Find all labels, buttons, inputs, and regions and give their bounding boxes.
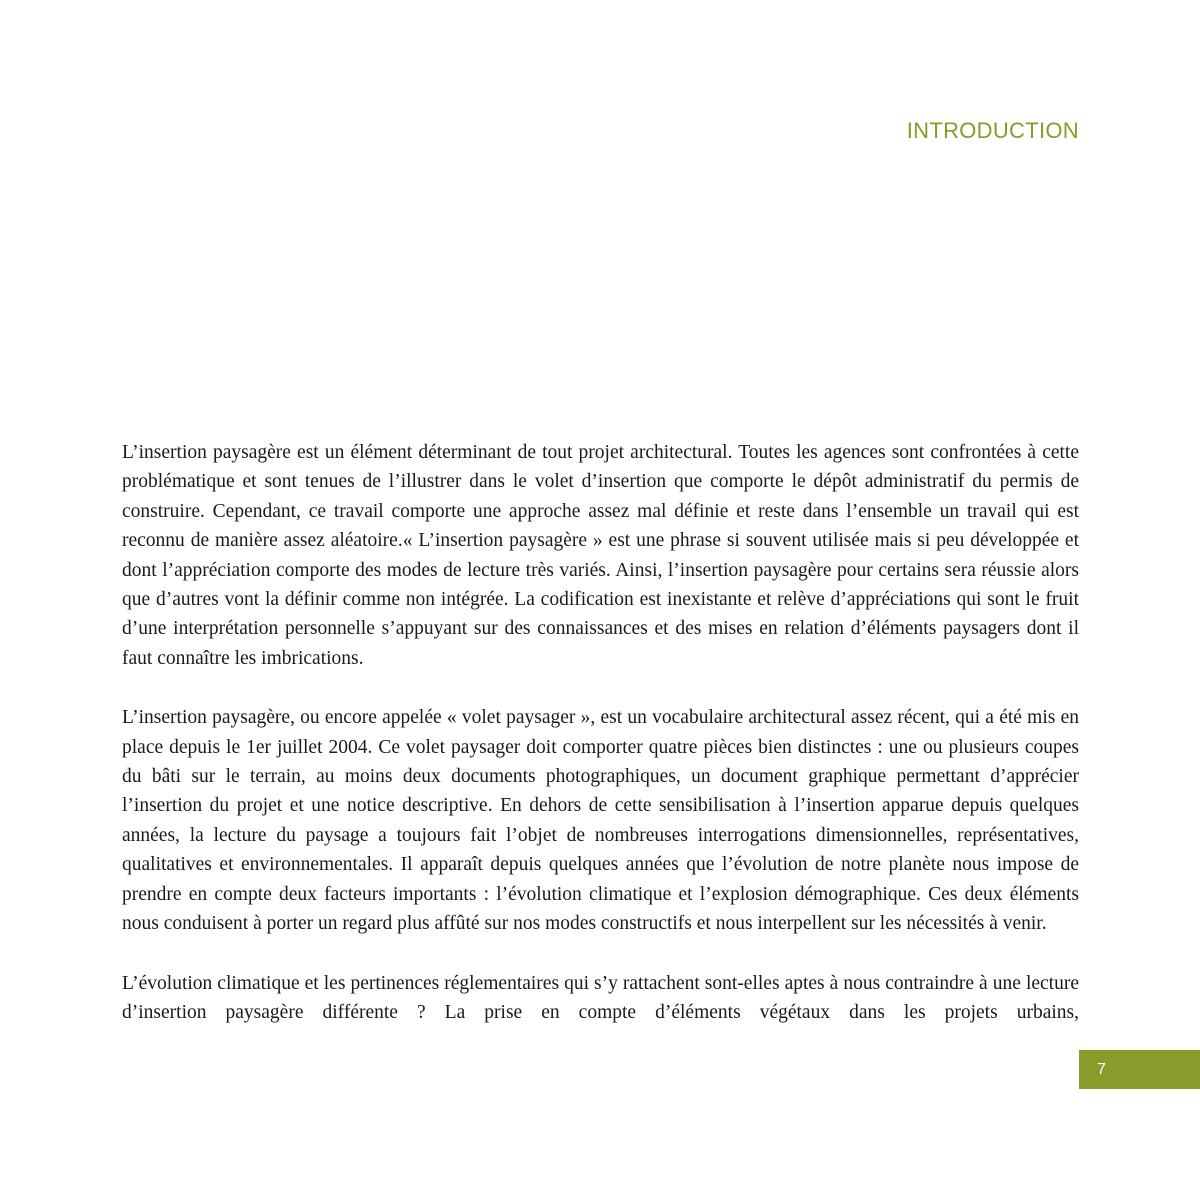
paragraph: L’évolution climatique et les pertinences réglementaires qui s’y rattachent sont-elles aptes à nous contraindre à une lecture d’insertion paysagère différente ? La prise en compte d’éléments végétaux dans les projets urbains, [122, 972, 1079, 1023]
paragraph: L’insertion paysagère, ou encore appelée « volet paysager », est un vocabulaire architectural assez récent, qui a été mis en place depuis le 1er juillet 2004. Ce volet paysager doit comporter quatre pièces bien distinctes : une ou plusieurs coupes du bâti sur le terrain, au moins deux documents photographiques, un document graphique permettant d’apprécier l’insertion du projet et une notice descriptive. En dehors de cette sensibilisation à l’insertion apparue depuis quelques années, la lecture du paysage a toujours fait l’objet de nombreuses interrogations dimensionnelles, représentatives, qualitatives et environnementales. Il apparaît depuis quelques années que l’évolution de notre planète nous impose de prendre en compte deux facteurs importants : l’évolution climatique et l’explosion démographique. Ces deux éléments nous conduisent à porter un regard plus affûté sur nos modes constructifs et nous interpellent sur les nécessités à venir. [122, 707, 1079, 935]
page-number-tab [1079, 1050, 1200, 1089]
paragraph: L’insertion paysagère est un élément déterminant de tout projet architectural. Toutes les agences sont confrontées à cette problématique et sont tenues de l’illustrer dans le volet d’insertion que comporte le dépôt administratif du permis de construire. Cependant, ce travail comporte une approche assez mal définie et reste dans l’ensemble un travail qui est reconnu de manière assez aléatoire.« L’insertion paysagère » est une phrase si souvent utilisée mais si peu développée et dont l’appréciation comporte des modes de lecture très variés. Ainsi, l’insertion paysagère pour certains sera réussie alors que d’autres vont la définir comme non intégrée. La codification est inexistante et relève d’appréciations qui sont le fruit d’une interprétation personnelle s’appuyant sur des connaissances et des mises en relation d’éléments paysagers dont il faut connaître les imbrications. [122, 442, 1079, 669]
section-title: INTRODUCTION [906, 118, 1079, 143]
body-text [122, 438, 1079, 1027]
page-number: 7 [1097, 1061, 1106, 1078]
